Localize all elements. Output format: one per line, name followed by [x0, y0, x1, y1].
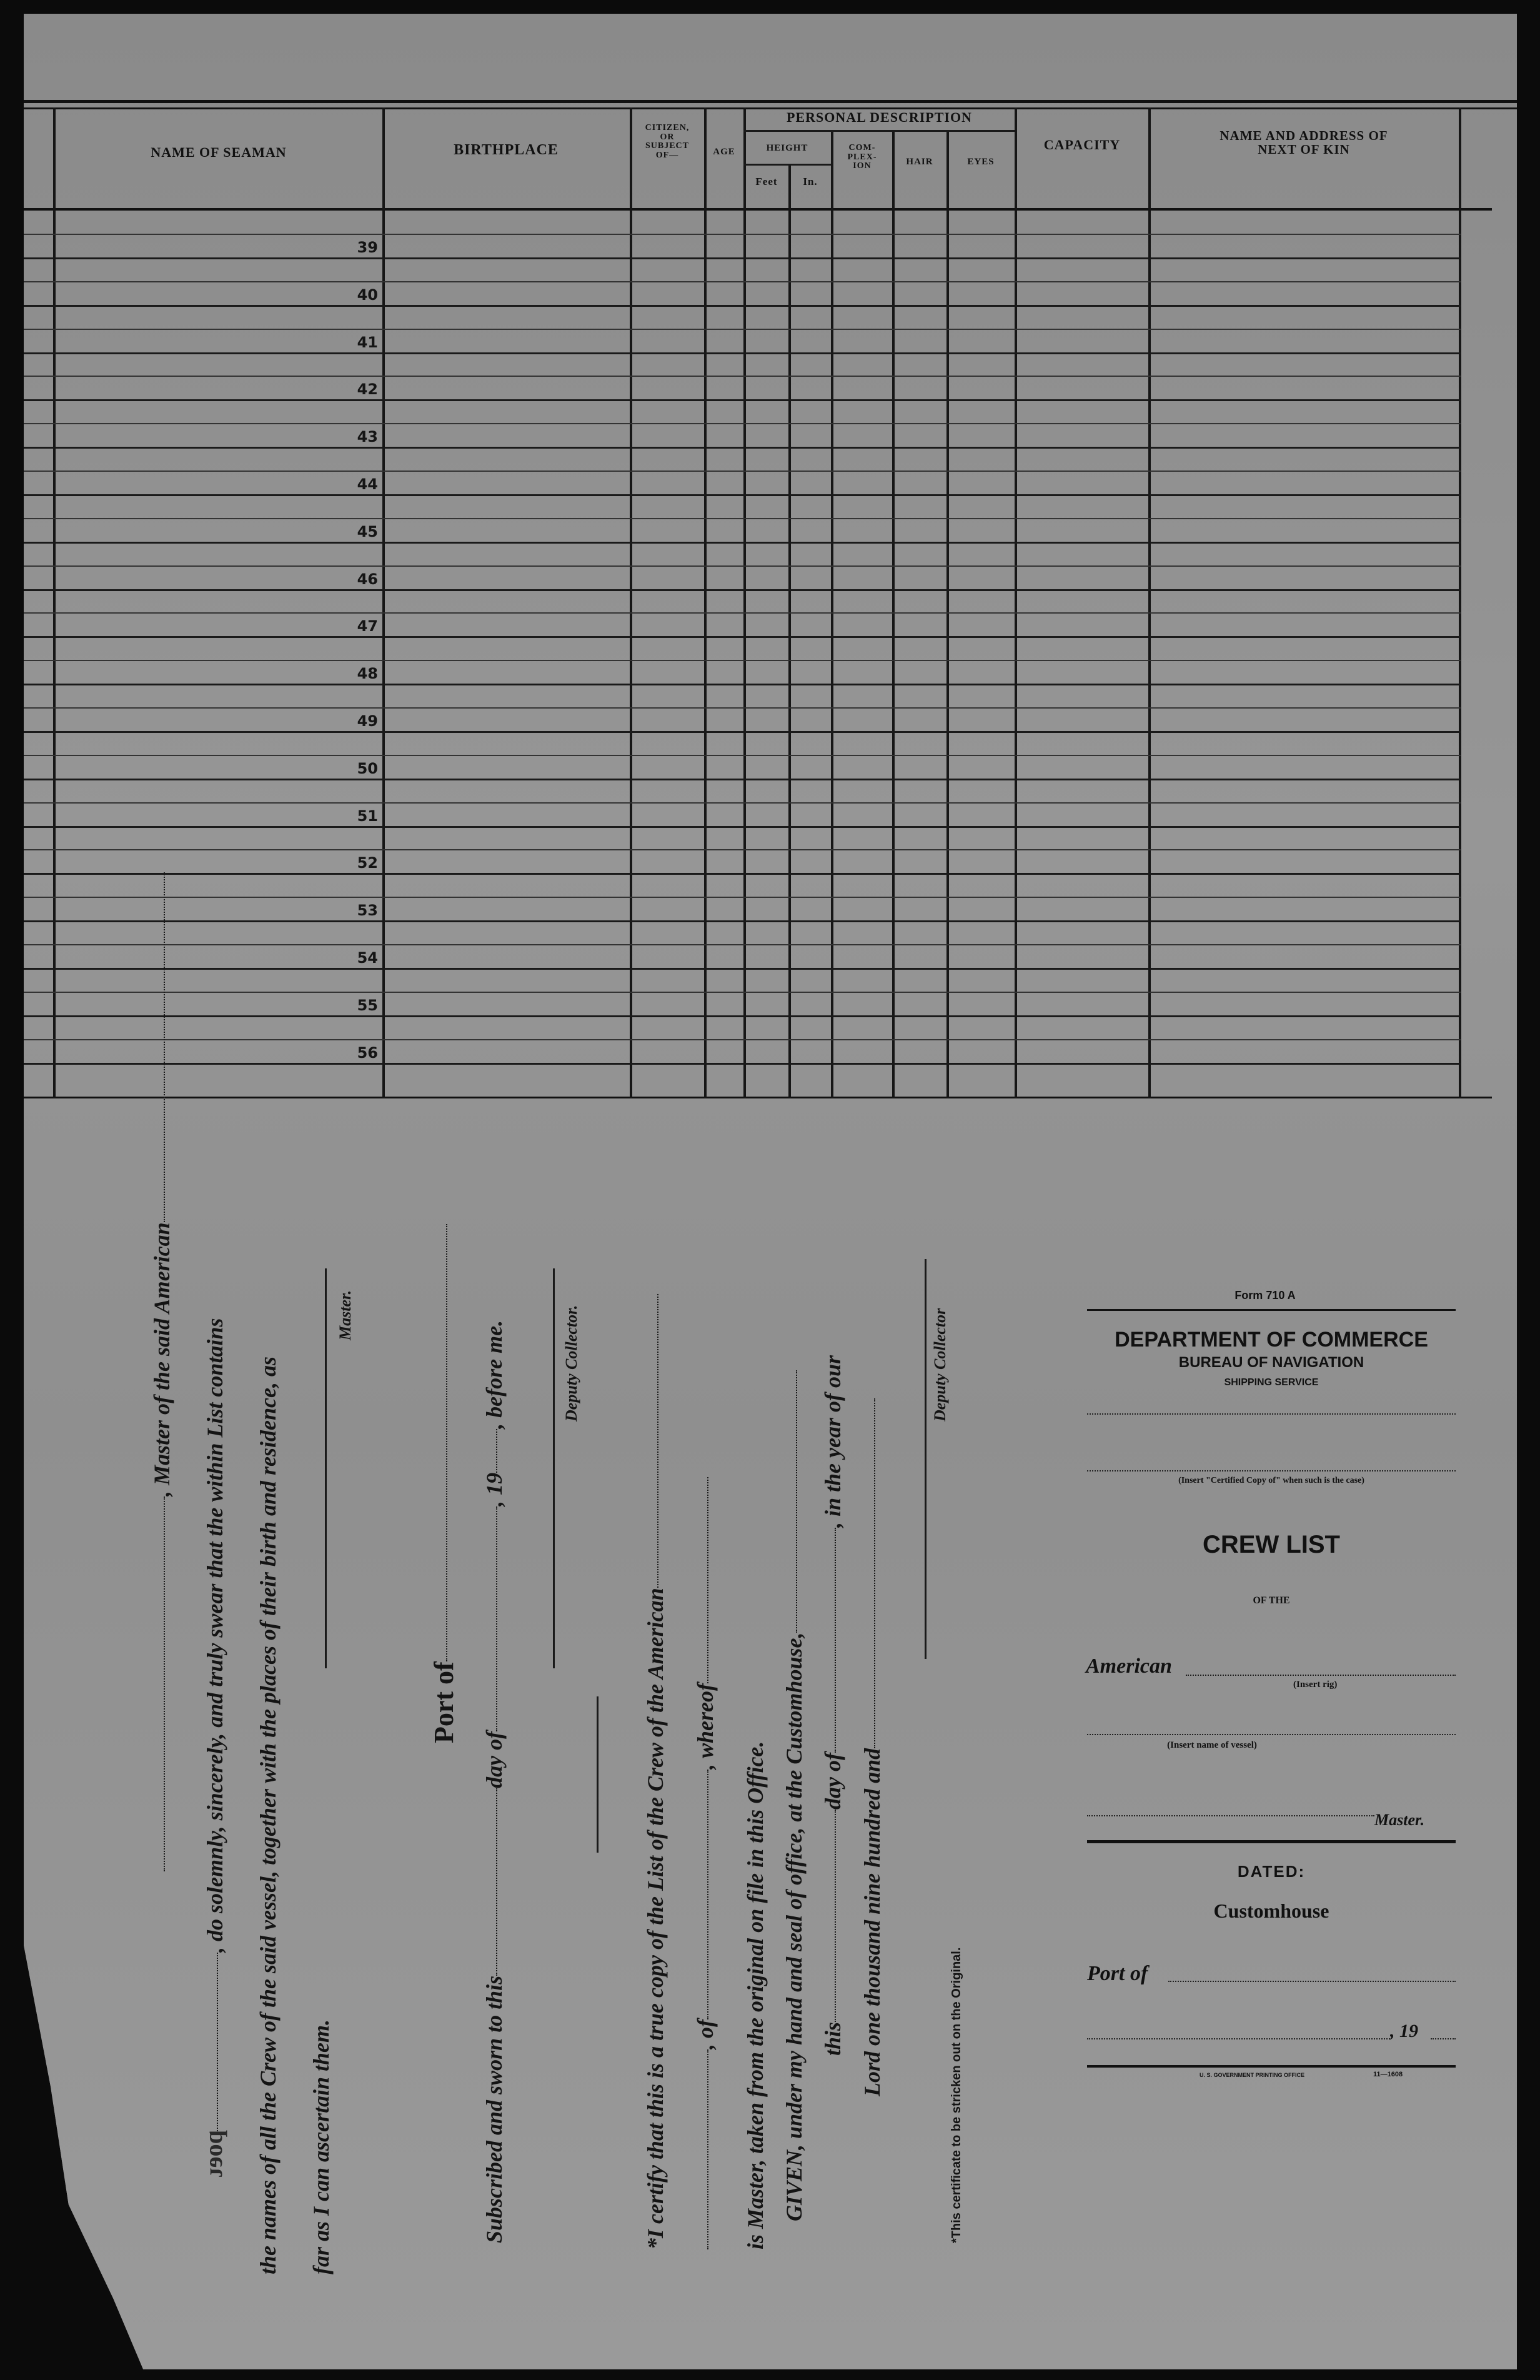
date-line	[1087, 2038, 1390, 2039]
deputy-signature-line	[553, 1268, 555, 1668]
master-label: Master.	[336, 1290, 354, 1340]
american-label: American	[1086, 1655, 1172, 1678]
table-row-subline	[24, 565, 1461, 567]
table-row-subline	[24, 1039, 1461, 1040]
row-number: 39	[357, 239, 378, 256]
shipping-service: SHIPPING SERVICE	[1224, 1377, 1319, 1388]
header-inches: In.	[803, 176, 818, 187]
table-row-line	[24, 1015, 1461, 1017]
table-row-line	[24, 305, 1461, 307]
deputy-signature-line-2	[925, 1259, 926, 1659]
table-row-subline	[24, 612, 1461, 614]
printing-office: U. S. GOVERNMENT PRINTING OFFICE	[1200, 2072, 1305, 2078]
oath-line-4: far as I can ascertain them.	[309, 2019, 334, 2274]
table-top-border	[24, 100, 1517, 103]
table-row-line	[24, 1063, 1461, 1065]
divider-mark	[597, 1696, 599, 1853]
table-row-subline	[24, 471, 1461, 472]
oath-text: , do solemnly, sincerely, and truly swear that the within List contains	[202, 1318, 227, 1953]
row-number: 56	[357, 1043, 378, 1062]
col-divider	[630, 107, 632, 1098]
header-eyes: EYES	[967, 157, 995, 167]
row-number: 50	[357, 759, 378, 777]
col-divider	[892, 131, 895, 1098]
table-row-line	[24, 968, 1461, 970]
row-number: 41	[357, 333, 378, 351]
dated-label: DATED:	[1237, 1862, 1306, 1881]
this-day-line	[820, 1355, 846, 2056]
header-citizen-line: SUBJECT	[645, 141, 690, 151]
row-number: 45	[357, 522, 378, 540]
header-citizen-line: OR	[660, 132, 675, 142]
of-the-label: OF THE	[1253, 1595, 1290, 1606]
table-row-subline	[24, 234, 1461, 235]
row-number: 44	[357, 476, 378, 493]
table-row-line	[24, 257, 1461, 259]
certified-copy-line	[1087, 1413, 1456, 1415]
table-row-subline	[24, 660, 1461, 661]
subscribed-line	[481, 1320, 507, 2243]
table-row-line	[24, 731, 1461, 733]
cover-port-of-label: Port of	[1087, 1962, 1148, 1985]
header-citizen-line: OF—	[655, 151, 679, 161]
customhouse-label: Customhouse	[1213, 1900, 1329, 1922]
col-divider	[1015, 107, 1017, 1098]
table-row-subline	[24, 802, 1461, 804]
header-subdivider	[743, 130, 1015, 132]
row-number: 46	[357, 570, 378, 588]
blank-line	[835, 1528, 836, 1753]
header-subdivider	[743, 164, 831, 166]
bureau-title: BUREAU OF NAVIGATION	[1178, 1354, 1364, 1371]
header-complexion-line: COM-	[848, 143, 876, 152]
table-row-line	[24, 494, 1461, 496]
department-title: DEPARTMENT OF COMMERCE	[1115, 1328, 1428, 1352]
header-name-of-seaman: NAME OF SEAMAN	[151, 144, 287, 160]
subscribed-text: Subscribed and sworn to this	[482, 1975, 507, 2243]
header-next-of-kin-line: NEXT OF KIN	[1258, 142, 1350, 157]
table-row-subline	[24, 944, 1461, 945]
lord-text: Lord one thousand nine hundred and	[860, 1748, 885, 2096]
blank-line	[496, 1506, 497, 1731]
col-divider	[1459, 107, 1461, 1098]
master-line	[1087, 1815, 1374, 1816]
blank-line	[707, 1770, 708, 2019]
certify-text: *I certify that this is a true copy of the List of the Crew of the American	[643, 1588, 668, 2249]
row-number: 43	[357, 428, 378, 446]
table-row-line	[24, 826, 1461, 828]
insert-rig-note: (Insert rig)	[1293, 1680, 1338, 1690]
row-number: 54	[357, 949, 378, 967]
faint-stamp: ᴊɘoq	[199, 2130, 227, 2178]
is-master-line: is Master, taken from the original on file in this Office.	[743, 1741, 768, 2249]
printing-number: 11—1608	[1373, 2071, 1403, 2078]
blank-line	[496, 1788, 497, 1976]
header-personal-description: PERSONAL DESCRIPTION	[787, 109, 972, 125]
in-year-text: , in the year of our	[820, 1355, 845, 1528]
table-top-border-inner	[24, 107, 1517, 109]
oath-line-3: the names of all the Crew of the said vessel, together with the places of their birth and residence, as	[256, 1356, 281, 2274]
header-citizen-line: CITIZEN,	[645, 123, 690, 132]
header-age: AGE	[713, 147, 735, 157]
table-row-subline	[24, 897, 1461, 898]
form-number: Form 710 A	[1234, 1289, 1296, 1302]
blank-line	[446, 1224, 447, 1661]
footnote: *This certificate to be stricken out on the Original.	[950, 1947, 963, 2243]
header-next-of-kin	[1151, 129, 1457, 156]
day-of-text: day of	[482, 1731, 507, 1788]
table-row-subline	[24, 281, 1461, 282]
row-number: 52	[357, 854, 378, 872]
table-row-subline	[24, 992, 1461, 993]
col-divider	[1148, 107, 1151, 1098]
header-bottom-border	[24, 208, 1492, 211]
insert-certified-note: (Insert "Certified Copy of" when such is the case)	[1178, 1476, 1364, 1485]
cover-rule-2	[1087, 1840, 1456, 1843]
blank-line	[707, 2049, 708, 2249]
header-height: HEIGHT	[766, 143, 808, 153]
header-feet: Feet	[755, 176, 778, 187]
table-row-subline	[24, 755, 1461, 756]
blank-line	[657, 1294, 658, 1588]
blank-line	[164, 1496, 165, 1871]
rig-line	[1186, 1675, 1456, 1676]
table-row-subline	[24, 518, 1461, 519]
oath-text: , Master of the said American	[149, 1222, 174, 1496]
port-of-text: Port of	[429, 1661, 459, 1743]
table-bottom-border	[24, 1097, 1492, 1098]
table-row-line	[24, 873, 1461, 875]
year-line	[1431, 2038, 1456, 2039]
table-row-line	[24, 447, 1461, 449]
header-complexion	[833, 144, 892, 171]
lord-line	[859, 1398, 885, 2096]
cover-rule-3	[1087, 2065, 1456, 2068]
day-text: day of	[820, 1752, 845, 1810]
blank-line	[217, 1953, 218, 2134]
master-signature-line	[325, 1268, 327, 1668]
header-complexion-line: ION	[853, 161, 872, 171]
row-number: 53	[357, 902, 378, 920]
crew-list-title: CREW LIST	[1203, 1531, 1340, 1558]
table-row-subline	[24, 707, 1461, 709]
header-hair: HAIR	[906, 157, 933, 167]
blank-line	[707, 1477, 708, 1683]
col-divider	[743, 107, 746, 1098]
row-number: 49	[357, 712, 378, 730]
cover-year-prefix: , 19	[1390, 2021, 1418, 2041]
deputy-collector-label-1: Deputy Collector.	[562, 1305, 580, 1422]
table-row-line	[24, 542, 1461, 544]
port-line	[1168, 1981, 1456, 1982]
table-row-line	[24, 352, 1461, 354]
table-row-line	[24, 589, 1461, 591]
row-number: 51	[357, 807, 378, 825]
cover-rule	[1087, 1309, 1456, 1311]
table-row-subline	[24, 849, 1461, 850]
col-divider	[382, 107, 385, 1098]
table-row-subline	[24, 329, 1461, 330]
table-row-line	[24, 684, 1461, 685]
document-page	[24, 14, 1517, 2369]
certified-copy-line-2	[1087, 1470, 1456, 1471]
table-row-subline	[24, 423, 1461, 424]
vessel-line	[1087, 1734, 1456, 1735]
header-citizen	[632, 124, 702, 161]
of-text: , of	[693, 2019, 718, 2049]
col-divider	[704, 107, 707, 1098]
header-capacity: CAPACITY	[1043, 137, 1121, 152]
table-row-subline	[24, 376, 1461, 377]
of-whereof-line	[692, 1477, 718, 2249]
blank-line	[835, 1810, 836, 2022]
given-line	[781, 1370, 807, 2221]
cover-master-label: Master.	[1374, 1811, 1425, 1829]
col-divider	[831, 131, 833, 1098]
blank-line	[496, 1429, 497, 1473]
blank-line	[874, 1398, 875, 1748]
oath-line-2	[202, 1318, 228, 2134]
insert-vessel-note: (Insert name of vessel)	[1167, 1740, 1257, 1750]
row-number: 42	[357, 381, 378, 399]
whereof-text: , whereof	[693, 1683, 718, 1770]
row-number: 55	[357, 996, 378, 1014]
header-next-of-kin-line: NAME AND ADDRESS OF	[1220, 128, 1388, 143]
row-number: 47	[357, 617, 378, 635]
row-number: 48	[357, 665, 378, 683]
blank-line	[796, 1370, 797, 1633]
header-birthplace: BIRTHPLACE	[454, 142, 559, 158]
year-prefix-text: , 19	[482, 1472, 507, 1506]
blank-line	[164, 872, 165, 1222]
table-row-line	[24, 399, 1461, 401]
col-divider	[53, 107, 56, 1098]
this-text: this	[820, 2021, 845, 2056]
table-row-line	[24, 779, 1461, 780]
given-text: GIVEN, under my hand and seal of office, at the Customhouse,	[782, 1632, 807, 2221]
oath-line-1	[149, 872, 175, 1871]
col-divider	[788, 164, 791, 1098]
table-row-line	[24, 920, 1461, 922]
col-divider	[946, 131, 949, 1098]
header-complexion-line: PLEX-	[847, 152, 877, 162]
before-me-text: , before me.	[482, 1320, 507, 1429]
row-number: 40	[357, 286, 378, 304]
certify-line	[642, 1294, 668, 2249]
table-row-line	[24, 636, 1461, 638]
deputy-collector-label-2: Deputy Collector	[931, 1308, 949, 1422]
port-of-label	[428, 1224, 460, 1743]
